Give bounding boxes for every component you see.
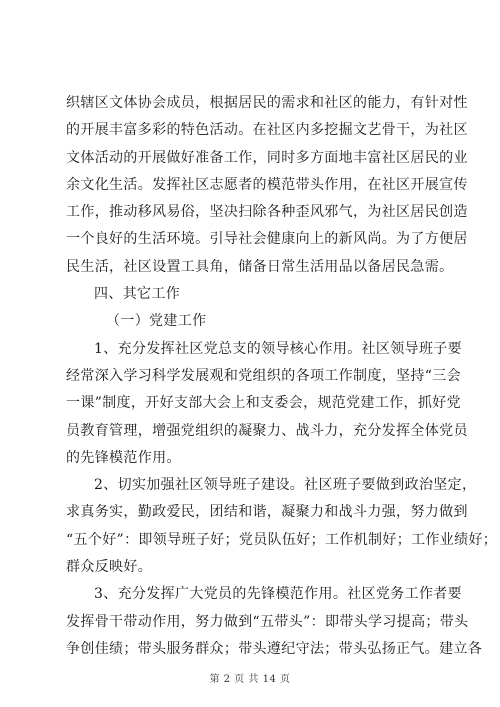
body-line: 经常深入学习科学发展观和党组织的各项工作制度，坚持“三会 [66, 367, 461, 384]
body-line: 工作，推动移风易俗，坚决扫除各种歪风邪气，为社区居民创造 [66, 204, 468, 221]
paragraph-first-line: 2、切实加强社区领导班子建设。社区班子要做到政治坚定， [94, 477, 477, 494]
body-line: 求真务实，勤政爱民，团结和谐，凝聚力和战斗力强，努力做到 [66, 504, 468, 521]
section-heading: 四、其它工作 [94, 286, 181, 303]
body-line: 一课”制度，开好支部大会上和支委会，规范党建工作，抓好党 [66, 395, 461, 412]
paragraph-first-line: 3、充分发挥广大党员的先锋模范作用。社区党务工作者要 [94, 586, 463, 603]
body-line: 争创佳绩；带头服务群众；带头遵纪守法；带头弘扬正气。建立各 [66, 640, 483, 657]
body-line: 群众反映好。 [66, 559, 153, 576]
body-line: “五个好”：即领导班子好；党员队伍好；工作机制好；工作业绩好； [66, 531, 498, 548]
body-line: 民生活，社区设置工具角，储备日常生活用品以备居民急需。 [66, 258, 454, 275]
subsection-heading: （一）党建工作 [106, 313, 207, 330]
body-line: 发挥骨干带动作用，努力做到“五带头”：即带头学习提高；带头 [66, 613, 469, 630]
body-line: 的先锋模范作用。 [66, 449, 181, 466]
body-line: 文体活动的开展做好准备工作，同时多方面地丰富社区居民的业 [66, 149, 468, 166]
body-line: 一个良好的生活环境。引导社会健康向上的新风尚。为了方便居 [66, 231, 468, 248]
page-number: 第 2 页 共 14 页 [209, 674, 291, 685]
body-line: 的开展丰富多彩的特色活动。在社区内多挖掘文艺骨干，为社区 [66, 122, 468, 139]
paragraph-first-line: 1、充分发挥社区党总支的领导核心作用。社区领导班子要 [94, 340, 463, 357]
body-line: 员教育管理，增强党组织的凝聚力、战斗力，充分发挥全体党员 [66, 422, 468, 439]
body-line: 织辖区文体协会成员，根据居民的需求和社区的能力，有针对性 [66, 95, 468, 111]
document-body [66, 90, 498, 663]
body-line: 余文化生活。发挥社区志愿者的模范带头作用，在社区开展宣传 [66, 176, 468, 193]
